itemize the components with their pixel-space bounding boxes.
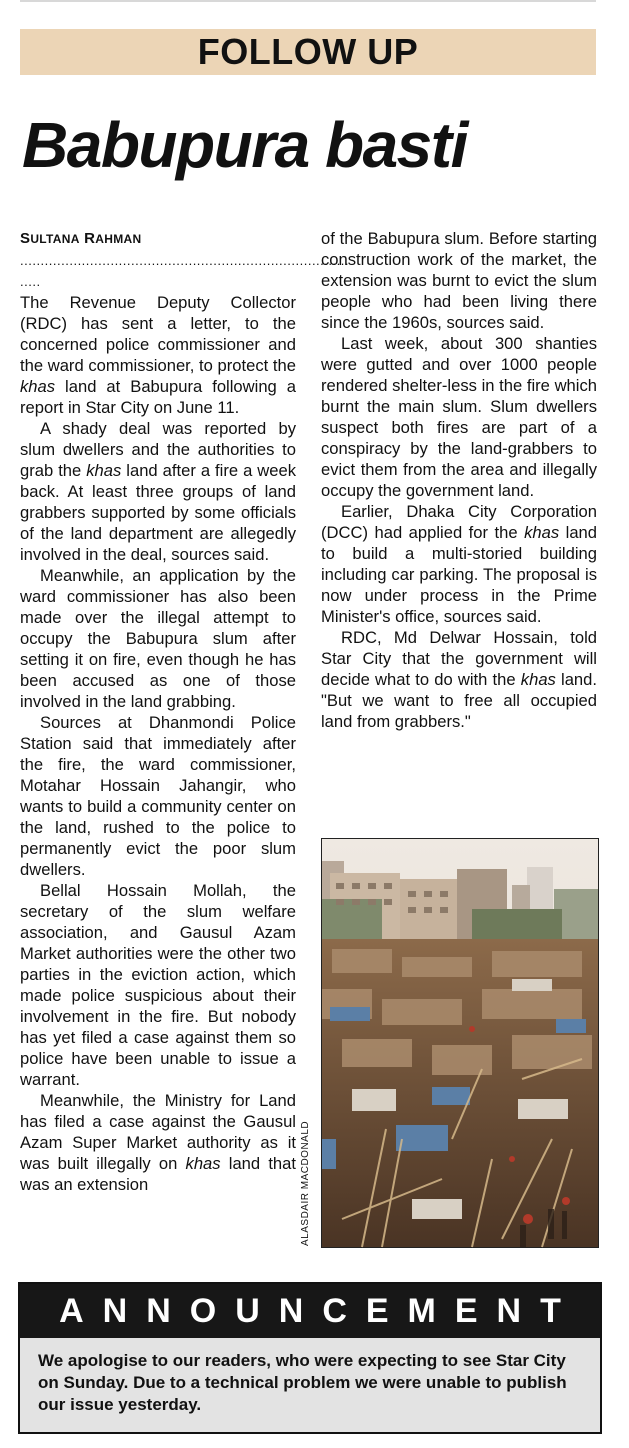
paragraph: The Revenue Deputy Collector (RDC) has sent a letter, to the concerned police commissioner and the ward commissioner, to protect the khas land at Babupura following a report in Star City on June 11. bbox=[20, 293, 296, 417]
slum-photo bbox=[321, 838, 599, 1248]
announcement-title: ANNOUNCEMENT bbox=[59, 1291, 580, 1330]
headline: Babupura basti bbox=[22, 109, 467, 181]
paragraph: Last week, about 300 shanties were gutted and over 1000 people rendered shelter-less in the fire which burnt the main slum. Slum dwellers suspect both fires are part of a conspiracy by the land-grabbers to evict them from the area and illegally occupy the government land. bbox=[321, 334, 597, 500]
paragraph: Bellal Hossain Mollah, the secretary of the slum welfare association, and Gausul Azam Market authorities were the other two parties in the eviction action, which made police suspicious about their involvement in the fire. But nobody has yet filed a case against them so police have been unable to issue a warrant. bbox=[20, 881, 296, 1089]
paragraph: Sources at Dhanmondi Police Station said that immediately after the fire, the ward commissioner, Motahar Hossain Jahangir, who wants to build a community center on the land, rushed to the police to permanently evict the poor slum dwellers. bbox=[20, 713, 296, 879]
announcement-text: We apologise to our readers, who were expecting to see Star City on Sunday. Due to a technical problem we were unable to publish our issue yesterday. bbox=[38, 1351, 567, 1414]
byline-divider-dots-tail: ..... bbox=[20, 274, 41, 289]
top-rule bbox=[20, 0, 596, 2]
paragraph: RDC, Md Delwar Hossain, told Star City that the government will decide what to do with the khas land. "But we want to free all occupied land from grabbers." bbox=[321, 628, 598, 731]
announcement-header bbox=[20, 1284, 600, 1338]
slum-photo-illustration bbox=[322, 839, 598, 1247]
byline-divider-dots: ................................................................................ bbox=[20, 253, 349, 268]
section-banner-label: FOLLOW UP bbox=[197, 31, 419, 72]
photo-credit: ALASDAIR MACDONALD bbox=[300, 1120, 311, 1246]
article-column-right bbox=[321, 228, 597, 732]
paragraph: Earlier, Dhaka City Corporation (DCC) had applied for the khas land to build a multi-storied building including car parking. The proposal is now under process in the Prime Minister's office, sources said. bbox=[321, 502, 597, 626]
paragraph: Meanwhile, the Ministry for Land has filed a case against the Gausul Azam Super Market authority as it was built illegally on khas land that was an extension bbox=[20, 1091, 296, 1194]
byline-last-initial: R bbox=[84, 230, 96, 247]
byline bbox=[20, 228, 296, 250]
byline-first-initial: S bbox=[20, 230, 31, 247]
byline-first-rest: ULTANA bbox=[30, 232, 80, 246]
announcement-box bbox=[18, 1282, 602, 1434]
paragraph: A shady deal was reported by slum dwellers and the authorities to grab the khas land after a fire a week back. At least three groups of land grabbers supported by some officials of the land department are allegedly involved in the deal, sources said. bbox=[20, 419, 297, 564]
paragraph: of the Babupura slum. Before starting construction work of the market, the extension was burnt to evict the slum people who had been living there since the 1960s, sources said. bbox=[321, 229, 597, 332]
paragraph: Meanwhile, an application by the ward commissioner has also been made over the illegal attempt to occupy the Babupura slum after setting it on fire, even though he has been accused as one of those involved in the land grabbing. bbox=[20, 566, 296, 711]
section-banner bbox=[20, 29, 596, 75]
byline-last-rest: AHMAN bbox=[95, 232, 142, 246]
